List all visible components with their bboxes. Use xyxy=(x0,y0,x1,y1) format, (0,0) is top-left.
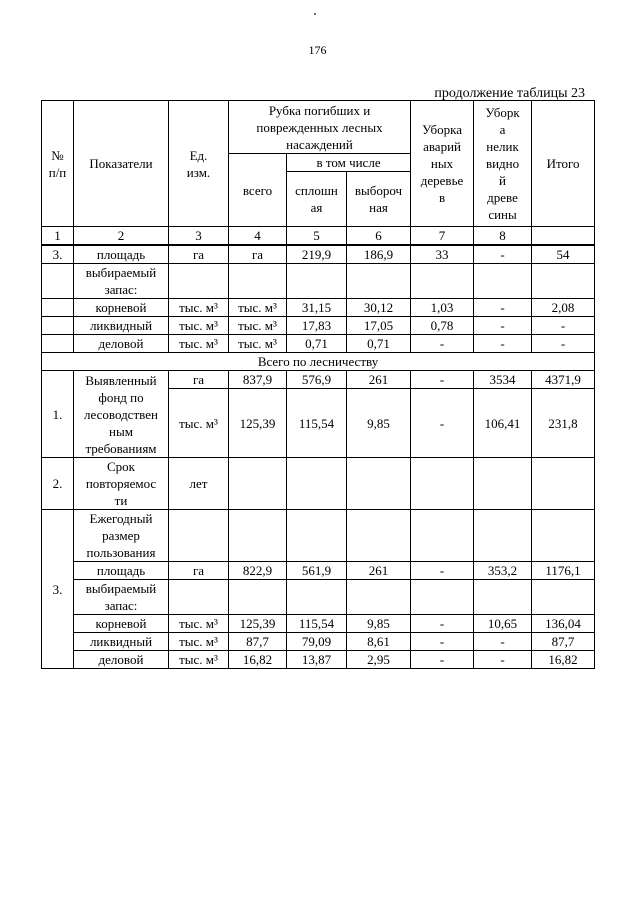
row-unit: тыс. м³ xyxy=(169,317,229,335)
cell: 9,85 xyxy=(347,615,411,633)
cell xyxy=(532,458,595,510)
row-label: корневой xyxy=(74,299,169,317)
cell: 261 xyxy=(347,371,411,389)
cell xyxy=(229,580,287,615)
cell: тыс. м³ xyxy=(229,317,287,335)
cell xyxy=(411,264,474,299)
table-row xyxy=(42,510,595,562)
index-cell: 7 xyxy=(411,227,474,246)
table-row xyxy=(42,317,595,335)
cell: 1,03 xyxy=(411,299,474,317)
cell: 0,78 xyxy=(411,317,474,335)
row-label: Ежегодный размер пользования xyxy=(74,510,169,562)
cell xyxy=(347,458,411,510)
row-num: 2. xyxy=(42,458,74,510)
cell: 87,7 xyxy=(229,633,287,651)
cell: 87,7 xyxy=(532,633,595,651)
table-row xyxy=(42,615,595,633)
row-unit: тыс. м³ xyxy=(169,651,229,669)
cell: - xyxy=(474,335,532,353)
row-unit: га xyxy=(169,371,229,389)
index-cell: 5 xyxy=(287,227,347,246)
cell: 16,82 xyxy=(229,651,287,669)
cell: 186,9 xyxy=(347,245,411,264)
table-row xyxy=(42,633,595,651)
cell: 9,85 xyxy=(347,389,411,458)
table-row xyxy=(42,335,595,353)
table-row xyxy=(42,562,595,580)
cell xyxy=(411,458,474,510)
cell: 561,9 xyxy=(287,562,347,580)
cell: - xyxy=(474,633,532,651)
cell: 125,39 xyxy=(229,615,287,633)
header-row-1 xyxy=(42,101,595,154)
table-row xyxy=(42,264,595,299)
header-felling: Рубка погибших и поврежденных лесных насаждений xyxy=(229,101,411,154)
row-num: 3. xyxy=(42,510,74,669)
cell xyxy=(287,264,347,299)
cell: - xyxy=(532,335,595,353)
cell: - xyxy=(411,615,474,633)
row-label: площадь xyxy=(74,245,169,264)
cell: - xyxy=(474,245,532,264)
cell xyxy=(287,458,347,510)
header-clear-cut: сплошн ая xyxy=(287,172,347,227)
row-unit: га xyxy=(169,562,229,580)
cell: - xyxy=(411,389,474,458)
row-unit: га xyxy=(169,245,229,264)
row-num: 3. xyxy=(42,245,74,264)
index-cell: 1 xyxy=(42,227,74,246)
row-unit: лет xyxy=(169,458,229,510)
cell: 2,95 xyxy=(347,651,411,669)
cell: 17,05 xyxy=(347,317,411,335)
page-number: 176 xyxy=(308,43,327,57)
cell: 16,82 xyxy=(532,651,595,669)
cell xyxy=(411,510,474,562)
row-unit xyxy=(169,580,229,615)
header-including: в том числе xyxy=(287,154,411,172)
row-label: ликвидный xyxy=(74,317,169,335)
cell: тыс. м³ xyxy=(229,299,287,317)
table-row xyxy=(42,371,595,389)
row-num xyxy=(42,299,74,317)
cell: 17,83 xyxy=(287,317,347,335)
cell xyxy=(347,264,411,299)
cell: 353,2 xyxy=(474,562,532,580)
row-label: площадь xyxy=(74,562,169,580)
cell xyxy=(474,510,532,562)
cell: - xyxy=(474,317,532,335)
cell xyxy=(474,264,532,299)
row-label: Срок повторяемос ти xyxy=(74,458,169,510)
row-unit: тыс. м³ xyxy=(169,633,229,651)
row-unit: тыс. м³ xyxy=(169,389,229,458)
row-unit xyxy=(169,264,229,299)
cell: 3534 xyxy=(474,371,532,389)
cell: 13,87 xyxy=(287,651,347,669)
cell: 31,15 xyxy=(287,299,347,317)
cell: 219,9 xyxy=(287,245,347,264)
cell: 837,9 xyxy=(229,371,287,389)
cell: 1176,1 xyxy=(532,562,595,580)
table-continuation-caption: продолжение таблицы 23 xyxy=(434,86,585,101)
index-cell: 3 xyxy=(169,227,229,246)
row-unit: тыс. м³ xyxy=(169,335,229,353)
table-row xyxy=(42,245,595,264)
scan-speck xyxy=(314,13,316,15)
cell: - xyxy=(532,317,595,335)
row-num: 1. xyxy=(42,371,74,458)
section-title: Всего по лесничеству xyxy=(42,353,595,371)
row-unit: тыс. м³ xyxy=(169,299,229,317)
index-cell: 6 xyxy=(347,227,411,246)
header-sum: Итого xyxy=(532,101,595,227)
row-label: деловой xyxy=(74,651,169,669)
row-num xyxy=(42,264,74,299)
row-label: корневой xyxy=(74,615,169,633)
index-cell: 2 xyxy=(74,227,169,246)
header-total: всего xyxy=(229,154,287,227)
row-label: выбираемый запас: xyxy=(74,264,169,299)
row-label: деловой xyxy=(74,335,169,353)
cell xyxy=(287,510,347,562)
index-cell xyxy=(532,227,595,246)
cell: - xyxy=(411,335,474,353)
cell: 136,04 xyxy=(532,615,595,633)
header-unwanted-wood: Уборк а нелик видно й древе сины xyxy=(474,101,532,227)
index-cell: 4 xyxy=(229,227,287,246)
table-row xyxy=(42,458,595,510)
header-indicators: Показатели xyxy=(74,101,169,227)
cell: 30,12 xyxy=(347,299,411,317)
cell xyxy=(347,580,411,615)
cell: - xyxy=(474,299,532,317)
cell: 231,8 xyxy=(532,389,595,458)
cell xyxy=(532,580,595,615)
cell xyxy=(347,510,411,562)
table-row xyxy=(42,651,595,669)
cell: 79,09 xyxy=(287,633,347,651)
header-windfall: Уборка аварий ных деревье в xyxy=(411,101,474,227)
cell: 125,39 xyxy=(229,389,287,458)
cell: 115,54 xyxy=(287,615,347,633)
cell: 115,54 xyxy=(287,389,347,458)
header-num: № п/п xyxy=(42,101,74,227)
cell: 10,65 xyxy=(474,615,532,633)
cell: 4371,9 xyxy=(532,371,595,389)
cell: 822,9 xyxy=(229,562,287,580)
header-unit: Ед. изм. xyxy=(169,101,229,227)
cell: 106,41 xyxy=(474,389,532,458)
cell: тыс. м³ xyxy=(229,335,287,353)
cell xyxy=(229,264,287,299)
cell xyxy=(532,264,595,299)
section-row xyxy=(42,353,595,371)
cell: - xyxy=(411,633,474,651)
cell xyxy=(532,510,595,562)
cell xyxy=(411,580,474,615)
cell: - xyxy=(474,651,532,669)
cell: 8,61 xyxy=(347,633,411,651)
cell: га xyxy=(229,245,287,264)
cell: 33 xyxy=(411,245,474,264)
cell xyxy=(229,510,287,562)
row-label: Выявленный фонд по лесоводствен ным требованиям xyxy=(74,371,169,458)
row-label: ликвидный xyxy=(74,633,169,651)
row-unit xyxy=(169,510,229,562)
cell xyxy=(287,580,347,615)
index-cell: 8 xyxy=(474,227,532,246)
cell: - xyxy=(411,371,474,389)
cell: 0,71 xyxy=(347,335,411,353)
cell xyxy=(229,458,287,510)
cell: - xyxy=(411,562,474,580)
column-index-row xyxy=(42,227,595,246)
row-label: выбираемый запас: xyxy=(74,580,169,615)
row-num xyxy=(42,335,74,353)
cell: 54 xyxy=(532,245,595,264)
table-row xyxy=(42,580,595,615)
cell: 576,9 xyxy=(287,371,347,389)
cell: 0,71 xyxy=(287,335,347,353)
forest-usage-table xyxy=(41,100,595,669)
row-num xyxy=(42,317,74,335)
table-row xyxy=(42,299,595,317)
row-unit: тыс. м³ xyxy=(169,615,229,633)
cell: 2,08 xyxy=(532,299,595,317)
cell xyxy=(474,580,532,615)
cell: - xyxy=(411,651,474,669)
cell: 261 xyxy=(347,562,411,580)
header-selective-cut: выбороч ная xyxy=(347,172,411,227)
cell xyxy=(474,458,532,510)
